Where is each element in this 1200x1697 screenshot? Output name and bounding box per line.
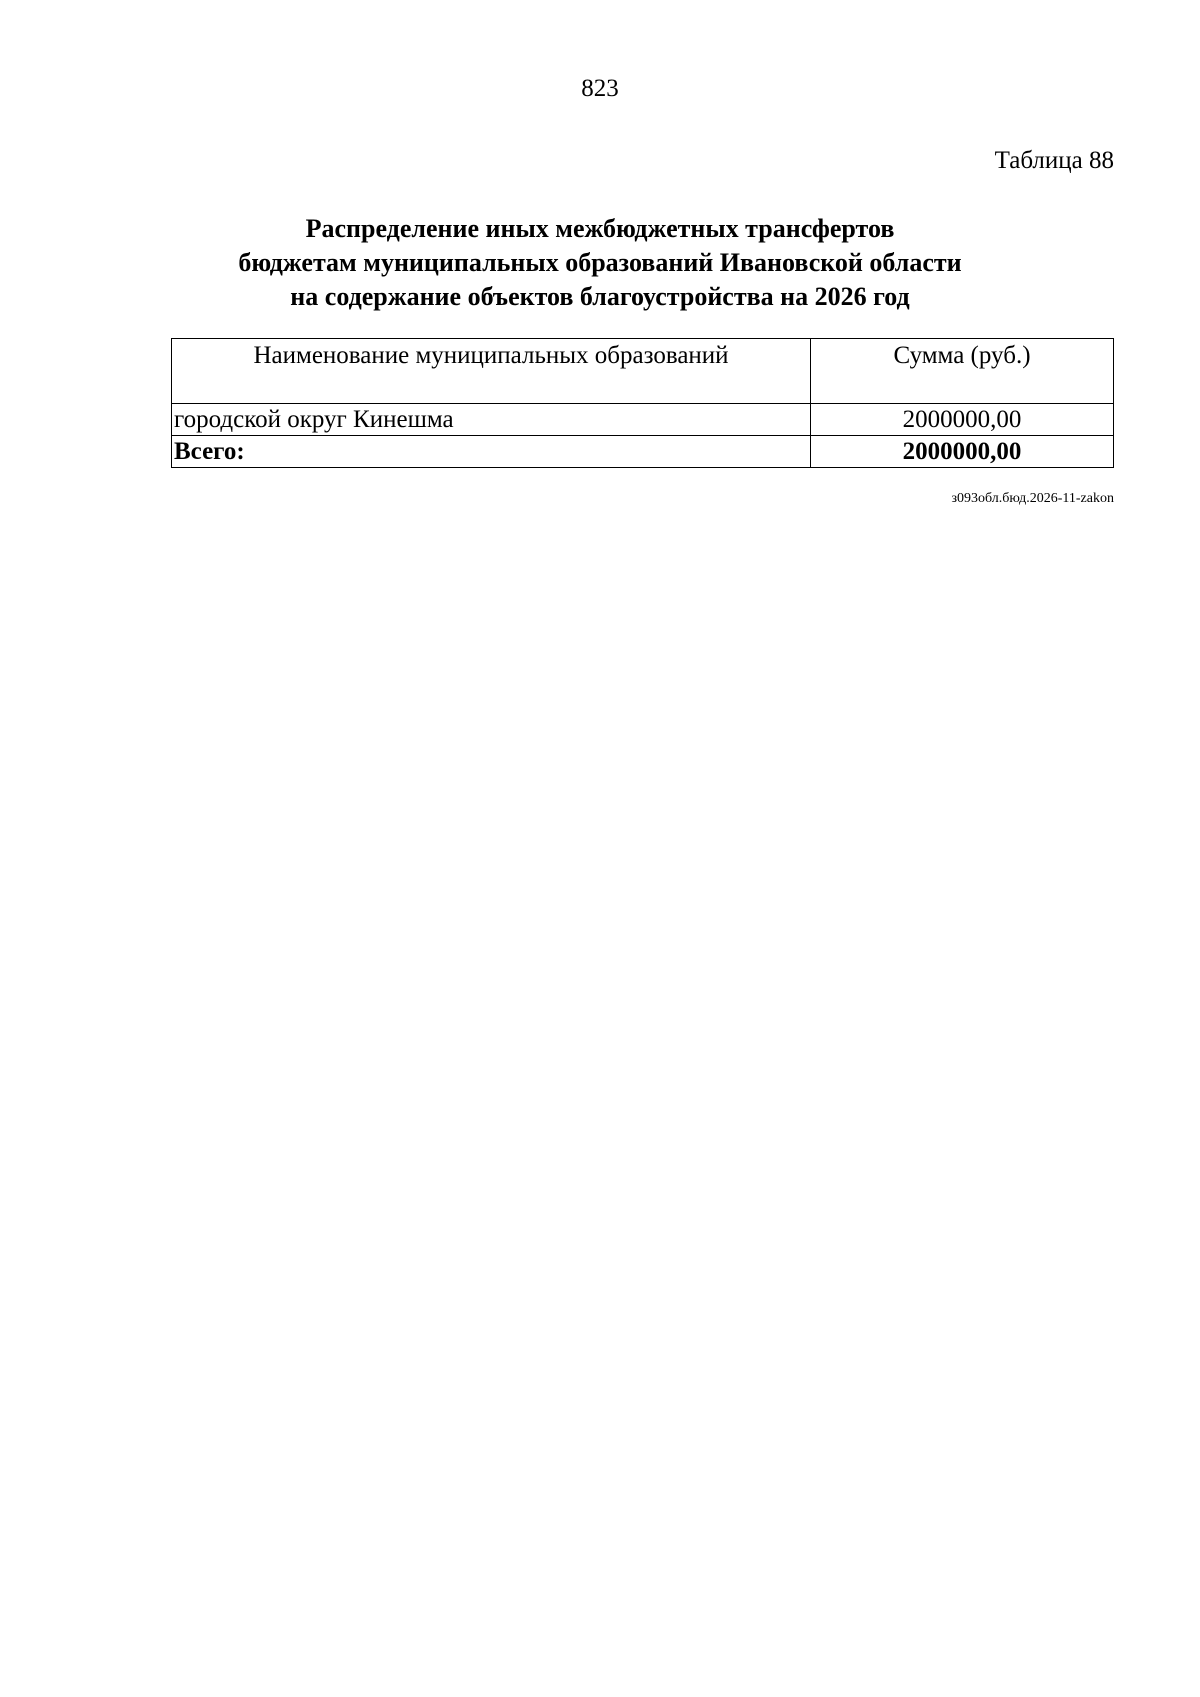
- title-line-3: на содержание объектов благоустройства на 2026 год: [290, 282, 910, 311]
- cell-sum-value: 2000000,00: [902, 406, 1022, 433]
- table-label: Таблица 88: [994, 147, 1114, 174]
- table-total-row: [172, 436, 1114, 468]
- page-number: 823: [581, 75, 619, 102]
- cell-total-label: Всего:: [172, 436, 811, 468]
- header-municipality-name: Наименование муниципальных образований: [172, 339, 811, 404]
- cell-municipality-name: городской округ Кинешма: [172, 404, 811, 436]
- cell-total-sum: [811, 436, 1114, 468]
- table-header-row: [172, 339, 1114, 404]
- cell-sum: [811, 404, 1114, 436]
- cell-total-sum-value: 2000000,00: [902, 438, 1022, 465]
- table-row: [172, 404, 1114, 436]
- header-sum: Сумма (руб.): [811, 339, 1114, 404]
- distribution-table: [171, 338, 1114, 468]
- document-code: з093обл.бюд.2026-11-zakon: [951, 491, 1114, 506]
- title-line-2: бюджетам муниципальных образований Ивановской области: [238, 248, 962, 277]
- title-line-1: Распределение иных межбюджетных трансфертов: [305, 214, 895, 243]
- document-title: [0, 212, 1200, 314]
